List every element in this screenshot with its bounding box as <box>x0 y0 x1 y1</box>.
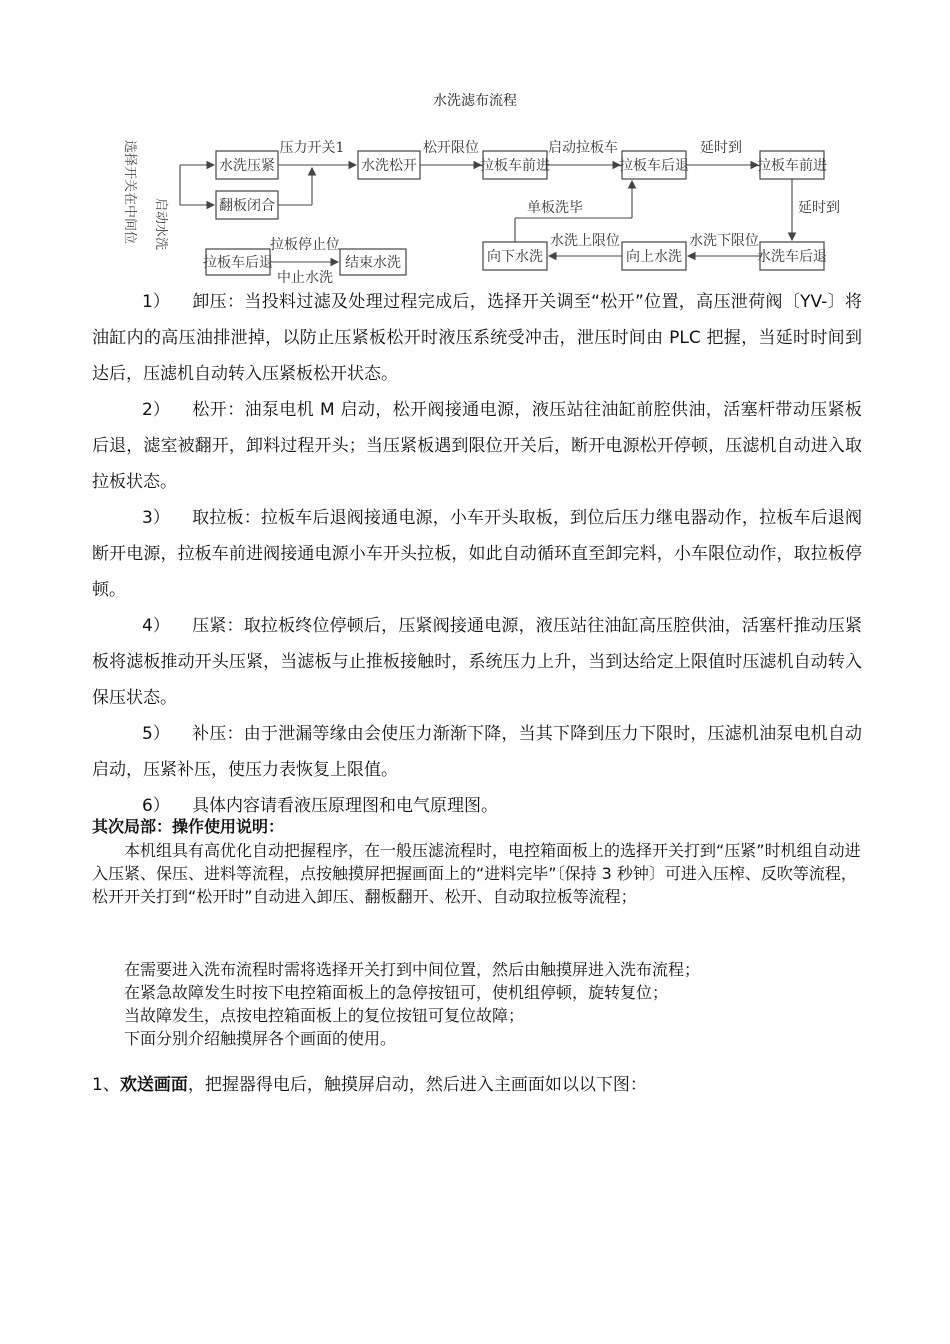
svg-text:选择开关在中间位: 选择开关在中间位 <box>122 140 137 245</box>
paragraph-6-num: 6） <box>142 796 170 816</box>
box-wash-car-back-label: 水洗车后退 <box>757 249 827 265</box>
section-2-heading: 其次局部：操作使用说明： <box>92 817 285 836</box>
section-2-line-3: 当故障发生，点按电控箱面板上的复位按钮可复位故障； <box>124 1006 525 1025</box>
paragraph-1-text: 卸压：当投料过滤及处理过程完成后，选择开关调至“松开”位置，高压泄荷阀〔YV-〕将油缸内的高压油排泄掉，以防止压紧板松开时液压系统受冲击，泄压时间由 PLC 把握，当延时时间到达后，压滤机自动转入压紧板松开状态。 <box>92 292 862 384</box>
label-open-limit: 松开限位 <box>423 140 479 156</box>
section-2-intro: 本机组具有高优化自动把握程序，在一般压滤流程时，电控箱面板上的选择开关打到“压紧”时机组自动进入压紧、保压、进料等流程，点按触摸屏把握画面上的“进料完毕”〔保持 3 秒钟〕可进入压榨、反吹等流程，松开开关打到“松开时”自动进入卸压、翻板翻开、松开、自动取拉板等流程； <box>92 841 861 906</box>
paragraph-3 <box>92 500 862 608</box>
label-wash-down-limit: 水洗下限位 <box>689 233 759 249</box>
section-2-line-1: 在需要进入洗布流程时需将选择开关打到中间位置，然后由触摸屏进入洗布流程； <box>124 960 701 979</box>
paragraph-2 <box>92 392 862 500</box>
paragraph-5-text: 补压：由于泄漏等缘由会使压力渐渐下降，当其下降到压力下限时，压滤机油泵电机自动启动，压紧补压，使压力表恢复上限值。 <box>92 724 862 780</box>
paragraph-1-num: 1） <box>142 292 170 312</box>
diagram-title: 水洗滤布流程 <box>433 93 517 109</box>
section-2-line-4: 下面分别介绍触摸屏各个画面的使用。 <box>124 1029 397 1048</box>
paragraph-4-num: 4） <box>142 616 170 636</box>
section-welcome-text: ，把握器得电后，触摸屏启动，然后进入主画面如以以下图： <box>187 1075 647 1095</box>
box-down-wash-label: 向下水洗 <box>487 249 543 265</box>
paragraph-4-text: 压紧：取拉板终位停顿后，压紧阀接通电源，液压站往油缸高压腔供油，活塞杆推动压紧板将滤板推动开头压紧，当滤板与止推板接触时，系统压力上升，当到达给定上限值时压滤机自动转入保压状态。 <box>92 616 862 708</box>
label-delay-2: 延时到 <box>798 200 840 216</box>
box-end-wash-label: 结束水洗 <box>345 255 401 271</box>
box-pull-forward-1-label: 拉板车前进 <box>480 158 550 174</box>
paragraph-4 <box>92 608 862 716</box>
box-pull-back-2-label: 拉板车后退 <box>203 255 273 271</box>
paragraph-6-text: 具体内容请看液压原理图和电气原理图。 <box>192 796 498 816</box>
section-2-line-2: 在紧急故障发生时按下电控箱面板上的急停按钮可，使机组停顿，旋转复位； <box>124 983 669 1002</box>
label-delay-1: 延时到 <box>700 140 742 156</box>
paragraph-3-num: 3） <box>142 508 170 528</box>
box-pull-forward-2-label: 拉板车前进 <box>757 158 827 174</box>
paragraph-1 <box>92 284 862 392</box>
box-pull-back-label: 拉板车后退 <box>619 158 689 174</box>
section-welcome-screen <box>92 1070 647 1095</box>
box-up-wash-label: 向上水洗 <box>626 249 682 265</box>
side-label-start-wash <box>153 198 169 250</box>
paragraph-3-text: 取拉板：拉板车后退阀接通电源，小车开头取板，到位后压力继电器动作，拉板车后退阀断开电源，拉板车前进阀接通电源小车开头拉板，如此自动循环直至卸完料，小车限位动作，取拉板停顿。 <box>92 508 862 600</box>
label-start-pull-car: 启动拉板车 <box>548 140 618 156</box>
wash-flow-diagram <box>0 0 950 290</box>
label-pressure-switch: 压力开关1 <box>279 140 345 156</box>
paragraph-2-text: 松开：油泵电机 M 启动，松开阀接通电源，液压站往油缸前腔供油，活塞杆带动压紧板后退，滤室被翻开，卸料过程开头；当压紧板遇到限位开关后，断开电源松开停顿，压滤机自动进入取拉板状态。 <box>92 400 862 492</box>
label-pull-stop-limit: 拉板停止位 <box>270 237 340 253</box>
svg-text:启动水洗: 启动水洗 <box>153 198 168 251</box>
label-wash-up-limit: 水洗上限位 <box>550 233 620 249</box>
box-wash-press-label: 水洗压紧 <box>219 158 275 174</box>
paragraph-5 <box>92 716 862 788</box>
paragraph-2-num: 2） <box>142 400 170 420</box>
side-label-select-switch <box>122 140 138 244</box>
box-flap-close-label: 翻板闭合 <box>219 198 275 214</box>
box-wash-open-label: 水洗松开 <box>361 158 417 174</box>
paragraph-5-num: 5） <box>142 724 170 744</box>
label-stop-wash: 中止水洗 <box>277 270 333 286</box>
section-welcome-title: 欢送画面 <box>119 1075 188 1095</box>
label-single-plate-done: 单板洗毕 <box>527 200 583 216</box>
section-welcome-prefix: 1、 <box>92 1075 120 1095</box>
